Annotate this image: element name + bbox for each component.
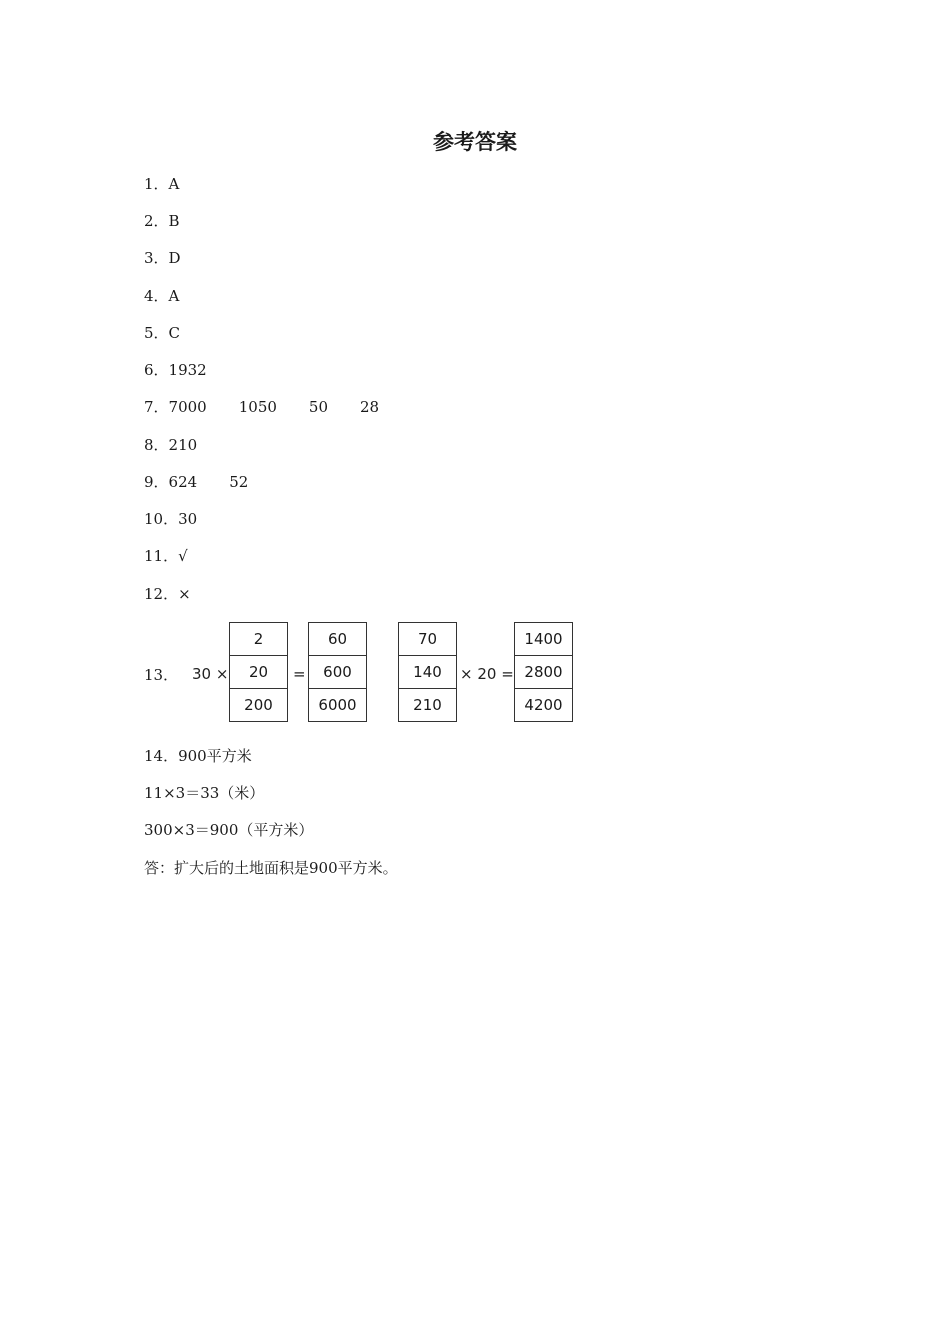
factor-box <box>398 622 457 722</box>
box-cell: 1400 <box>515 623 572 656</box>
box-cell: 140 <box>399 656 456 689</box>
box-cell: 20 <box>230 656 287 689</box>
answer-12: 12．× <box>144 585 191 603</box>
answer-14-conclusion: 答：扩大后的土地面积是900平方米。 <box>144 859 398 877</box>
answer-10: 10．30 <box>144 510 198 528</box>
result-box <box>514 622 573 722</box>
times-30-label: 30 × <box>192 665 229 683</box>
box-cell: 2 <box>230 623 287 656</box>
answer-8: 8．210 <box>144 436 198 454</box>
answer-9: 9．624 52 <box>144 473 249 491</box>
page-title: 参考答案 <box>433 130 517 154</box>
answer-14-step-1: 11×3＝33（米） <box>144 784 265 802</box>
answer-1: 1．A <box>144 175 180 193</box>
answer-2: 2．B <box>144 212 180 230</box>
answer-5: 5．C <box>144 324 181 342</box>
answer-11: 11．√ <box>144 547 188 565</box>
product-box <box>308 622 367 722</box>
box-cell: 200 <box>244 696 273 714</box>
answer-13-figure <box>144 622 584 726</box>
equals-sign: = <box>293 665 306 683</box>
answer-3: 3．D <box>144 249 181 267</box>
multiplier-box <box>229 622 288 722</box>
box-cell: 4200 <box>524 696 563 714</box>
answer-14: 14．900平方米 <box>144 747 252 765</box>
box-cell: 210 <box>413 696 442 714</box>
answer-4: 4．A <box>144 287 180 305</box>
times-20-equals-label: × 20 = <box>460 665 514 683</box>
box-cell: 2800 <box>515 656 572 689</box>
box-cell: 6000 <box>318 696 357 714</box>
answer-13-number: 13． <box>144 666 179 684</box>
box-cell: 600 <box>309 656 366 689</box>
answer-7: 7．7000 1050 50 28 <box>144 398 380 416</box>
box-cell: 60 <box>309 623 366 656</box>
answer-6: 6．1932 <box>144 361 207 379</box>
answer-14-step-2: 300×3＝900（平方米） <box>144 821 314 839</box>
box-cell: 70 <box>399 623 456 656</box>
